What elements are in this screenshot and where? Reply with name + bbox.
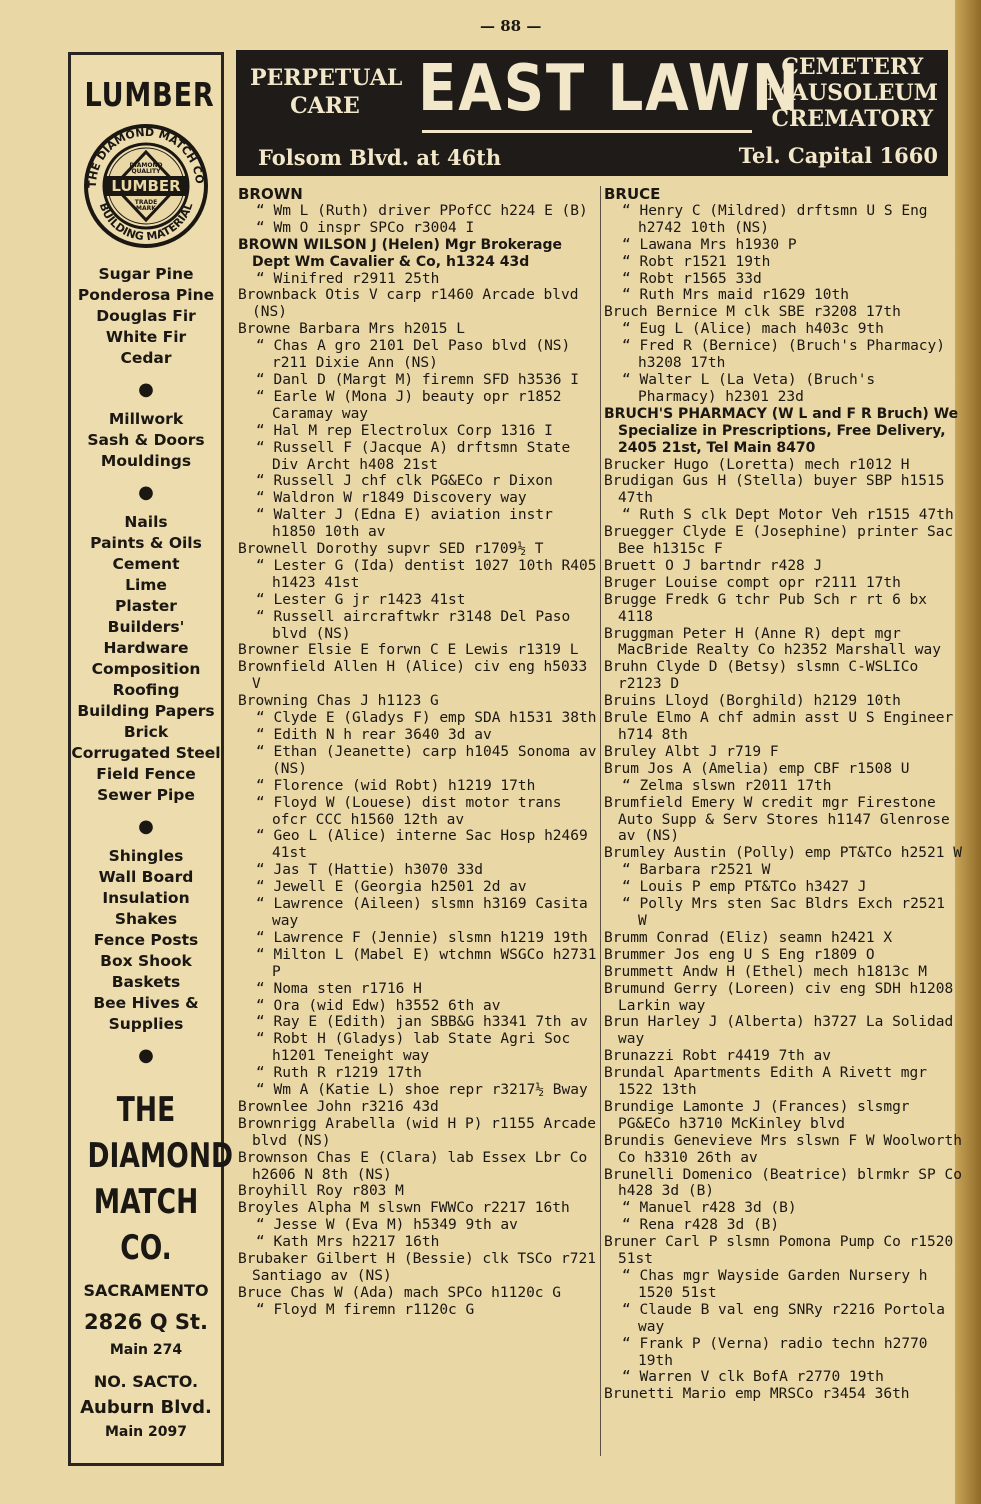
directory-entry: “ Russell F (Jacque A) drftsmn State Div Archt h408 21st (256, 439, 571, 473)
directory-entry: Broyhill Roy r803 M (238, 1183, 404, 1200)
directory-entry: “ Warren V clk BofA r2770 19th (622, 1369, 884, 1386)
directory-entry: “ Wm L (Ruth) driver PPofCC h224 E (B) (256, 202, 588, 219)
directory-entry: Brunetti Mario emp MRSCo r3454 36th (604, 1386, 910, 1403)
directory-entry: “ Waldron W r1849 Discovery way (256, 490, 527, 507)
directory-entry: “ Floyd W (Louese) dist motor trans ofcr CCC h1560 12th av (256, 794, 562, 828)
product-item: Supplies (108, 1015, 184, 1033)
product-item: Cement (112, 555, 180, 573)
bullet-divider: ● (138, 816, 154, 837)
product-item: Composition (91, 660, 201, 678)
product-item: Nails (124, 513, 168, 531)
banner-right-line: CREMATORY (771, 106, 934, 132)
banner-right-line: CEMETERY (781, 54, 924, 80)
directory-column-right (604, 186, 962, 1403)
directory-entry: Browne Barbara Mrs h2015 L (238, 321, 465, 338)
directory-entry: “ Henry C (Mildred) drftsmn U S Eng h2742 10th (NS) (622, 202, 928, 236)
product-list (71, 264, 221, 1067)
directory-entry: Brumley Austin (Polly) emp PT&TCo h2521 W (604, 845, 962, 862)
product-item: Baskets (111, 973, 181, 991)
product-item: Builders' (107, 618, 185, 636)
product-item: Sewer Pipe (97, 786, 195, 804)
directory-entry: “ Frank P (Verna) radio techn h2770 19th (622, 1335, 928, 1369)
product-item: Roofing (112, 681, 180, 699)
product-item: Bee Hives & (93, 994, 199, 1012)
directory-entry: “ Floyd M firemn r1120c G (256, 1301, 475, 1318)
directory-entry: Brownson Chas E (Clara) lab Essex Lbr Co h2606 N 8th (NS) (238, 1149, 588, 1183)
directory-entry: “ Eug L (Alice) mach h403c 9th (622, 321, 884, 338)
directory-entry: “ Robt r1521 19th (622, 253, 771, 270)
directory-entry: Brumund Gerry (Loreen) civ eng SDH h1208 Larkin way (604, 980, 954, 1014)
directory-entry: “ Geo L (Alice) interne Sac Hosp h2469 41st (256, 828, 588, 862)
product-group-building (71, 512, 221, 806)
directory-entry: “ Walter L (La Veta) (Bruch's Pharmacy) h2301 23d (622, 371, 876, 405)
company-phone: Main 274 (109, 1342, 183, 1358)
directory-entry: Bruegger Clyde E (Josephine) printer Sac Bee h1315c F (604, 524, 954, 558)
directory-entry: Brumfield Emery W credit mgr Firestone Auto Supp & Serv Stores h1147 Glenrose av (NS) (604, 794, 950, 845)
product-item: Wall Board (98, 868, 194, 886)
product-item: Plaster (115, 597, 177, 615)
directory-entry: “ Barbara r2521 W (622, 862, 771, 879)
directory-entry: “ Ruth R r1219 17th (256, 1065, 422, 1082)
business-listing: BROWN WILSON J (Helen) Mgr Brokerage Dept Wm Cavalier & Co, h1324 43d (238, 236, 562, 270)
svg-text:QUALITY: QUALITY (131, 168, 161, 175)
directory-entry: Brummer Jos eng U S Eng r1809 O (604, 946, 875, 963)
directory-entry: “ Jas T (Hattie) h3070 33d (256, 862, 483, 879)
product-item: Sugar Pine (98, 265, 194, 283)
column-divider (600, 186, 601, 1456)
product-item: Shingles (108, 847, 184, 865)
product-item: Building Papers (77, 702, 215, 720)
directory-entry: “ Lawana Mrs h1930 P (622, 236, 797, 253)
directory-entry: Brun Harley J (Alberta) h3727 La Solidad way (604, 1014, 954, 1048)
company-name (87, 1087, 234, 1271)
directory-entry: “ Claude B val eng SNRy r2216 Portola way (622, 1301, 946, 1335)
banner-address: Folsom Blvd. at 46th (258, 145, 502, 170)
directory-entry: “ Ethan (Jeanette) carp h1045 Sonoma av (NS) (256, 743, 597, 777)
directory-entry: Brugge Fredk G tchr Pub Sch r rt 6 bx 4118 (604, 591, 928, 625)
directory-entry: Browner Elsie E forwn C E Lewis r1319 L (238, 642, 579, 659)
directory-entry: Bruch Bernice M clk SBE r3208 17th (604, 304, 901, 321)
banner-title: EAST LAWN (418, 52, 801, 126)
surname-heading: BROWN (238, 185, 303, 203)
bullet-divider: ● (138, 379, 154, 400)
product-item: Corrugated Steel (71, 744, 221, 762)
directory-entry: Brubaker Gilbert H (Bessie) clk TSCo r721 Santiago av (NS) (238, 1251, 596, 1284)
company-city: SACRAMENTO (83, 1281, 209, 1300)
product-group-lumber (71, 264, 221, 369)
directory-entry: “ Russell aircraftwkr r3148 Del Paso blvd (NS) (256, 608, 571, 642)
directory-entry: Bruger Louise compt opr r2111 17th (604, 574, 901, 591)
directory-entry: Brunazzi Robt r4419 7th av (604, 1048, 831, 1065)
company-name-line: THE (116, 1090, 176, 1130)
svg-text:DIAMOND: DIAMOND (129, 162, 163, 169)
directory-entry: “ Clyde E (Gladys F) emp SDA h1531 38th (256, 710, 597, 727)
directory-entry: “ Lawrence (Aileen) slsmn h3169 Casita way (256, 896, 588, 929)
product-item: Box Shook (100, 952, 192, 970)
directory-entry: “ Fred R (Bernice) (Bruch's Pharmacy) h3208 17th (622, 338, 946, 372)
directory-entry: “ Rena r428 3d (B) (622, 1217, 780, 1234)
product-item: Cedar (120, 349, 172, 367)
company-address: 2826 Q St. (83, 1310, 209, 1334)
business-listing: BRUCH'S PHARMACY (W L and F R Bruch) We Specialize in Prescriptions, Free Delivery, 2405 21st, Tel Main 8470 (604, 405, 959, 456)
directory-entry: “ Edith N h rear 3640 3d av (256, 727, 492, 743)
directory-column-left (238, 186, 598, 1319)
directory-entry: Bruner Carl P slsmn Pomona Pump Co r1520 51st (604, 1234, 954, 1268)
directory-entry: “ Jesse W (Eva M) h5349 9th av (256, 1217, 518, 1234)
directory-entry: Brundal Apartments Edith A Rivett mgr 1522 13th (604, 1065, 928, 1099)
svg-text:LUMBER: LUMBER (111, 177, 181, 195)
directory-entry: “ Ruth Mrs maid r1629 10th (622, 287, 849, 304)
svg-text:MARK: MARK (136, 205, 156, 212)
directory-entry: “ Lawrence F (Jennie) slsmn h1219 19th (256, 929, 588, 946)
directory-entry: “ Wm A (Katie L) shoe repr r3217½ Bway (256, 1082, 588, 1099)
directory-entry: “ Earle W (Mona J) beauty opr r1852 Caramay way (256, 388, 562, 422)
directory-entry: “ Chas A gro 2101 Del Paso blvd (NS) r211 Dixie Ann (NS) (256, 338, 571, 372)
company-name-line: CO. (120, 1228, 172, 1268)
product-item: Brick (123, 723, 169, 741)
directory-entry: Bruce Chas W (Ada) mach SPCo h1120c G (238, 1284, 562, 1301)
directory-entry: “ Milton L (Mabel E) wtchmn WSGCo h2731 P (256, 946, 597, 980)
svg-text:TRADE: TRADE (134, 199, 158, 206)
directory-entry: “ Louis P emp PT&TCo h3427 J (622, 879, 867, 896)
product-item: Douglas Fir (96, 307, 196, 325)
directory-entry: Brownback Otis V carp r1460 Arcade blvd (NS) (238, 287, 579, 321)
directory-entry: “ Kath Mrs h2217 16th (256, 1234, 440, 1251)
directory-entry: “ Danl D (Margt M) firemn SFD h3536 I (256, 371, 580, 388)
directory-entry: “ Florence (wid Robt) h1219 17th (256, 777, 536, 794)
ad-heading: LUMBER (84, 75, 215, 114)
product-item: Millwork (108, 410, 184, 428)
directory-entry: “ Lester G (Ida) dentist 1027 10th R405 h1423 41st (256, 557, 597, 591)
directory-entry: Bruggman Peter H (Anne R) dept mgr MacBride Realty Co h2352 Marshall way (604, 625, 942, 659)
product-item: Hardware (103, 639, 189, 657)
product-item: Sash & Doors (87, 431, 205, 449)
directory-entry: Brownlee John r3216 43d (238, 1098, 439, 1115)
directory-entry: “ Robt r1565 33d (622, 270, 762, 287)
branch-phone: Main 2097 (105, 1424, 187, 1440)
company-name-line: DIAMOND (87, 1136, 234, 1176)
banner-services (767, 54, 938, 132)
directory-entry: Broyles Alpha M slswn FWWCo r2217 16th (238, 1200, 570, 1217)
banner-left-line: PERPETUAL (250, 65, 403, 91)
product-item: Ponderosa Pine (77, 286, 215, 304)
directory-entry: Brownrigg Arabella (wid H P) r1155 Arcade blvd (NS) (238, 1115, 596, 1149)
product-item: Lime (125, 576, 167, 594)
directory-entry: “ Jewell E (Georgia h2501 2d av (256, 879, 527, 896)
product-item: Fence Posts (93, 931, 199, 949)
directory-entry: Brummett Andw H (Ethel) mech h1813c M (604, 963, 928, 980)
directory-entry: “ Russell J chf clk PG&ECo r Dixon (256, 473, 553, 490)
diamond-match-seal-logo (82, 122, 210, 250)
product-group-millwork (71, 409, 221, 472)
page-number: — 88 — (480, 17, 542, 35)
directory-entry: “ Hal M rep Electrolux Corp 1316 I (256, 422, 553, 439)
directory-entry: “ Winifred r2911 25th (256, 270, 440, 287)
directory-entry: Bruley Albt J r719 F (604, 743, 779, 760)
directory-entry: “ Wm O inspr SPCo r3004 I (256, 219, 475, 236)
directory-entry: Browning Chas J h1123 G (238, 693, 439, 710)
product-item: Field Fence (96, 765, 196, 783)
directory-entry: “ Ruth S clk Dept Motor Veh r1515 47th (622, 507, 954, 524)
directory-entry: “ Polly Mrs sten Sac Bldrs Exch r2521 W (622, 896, 946, 929)
product-item: Paints & Oils (90, 534, 202, 552)
banner-perpetual-care (250, 64, 403, 120)
svg-text:THE DIAMOND MATCH CO.: THE DIAMOND MATCH CO (85, 125, 207, 189)
branch-address: Auburn Blvd. (80, 1397, 212, 1418)
directory-entry: “ Robt H (Gladys) lab State Agri Soc h1201 Teneight way (256, 1031, 571, 1065)
surname-heading: BRUCE (604, 185, 661, 203)
product-item: White Fir (105, 328, 187, 346)
directory-entry: “ Lester G jr r1423 41st (256, 591, 466, 608)
product-group-shingles (71, 846, 221, 1035)
directory-entry: Brule Elmo A chf admin asst U S Engineer h714 8th (604, 710, 954, 743)
directory-entry: Brunelli Domenico (Beatrice) blrmkr SP Co h428 3d (B) (604, 1166, 962, 1200)
directory-entry: Bruhn Clyde D (Betsy) slsmn C-WSLICo r2123 D (604, 659, 919, 693)
lumber-advertisement (68, 52, 234, 1466)
directory-entry: “ Ray E (Edith) jan SBB&G h3341 7th av (256, 1014, 588, 1031)
banner-right-line: MAUSOLEUM (766, 80, 938, 106)
directory-entry: Brownell Dorothy supvr SED r1709½ T (238, 541, 544, 558)
directory-entry: Brudigan Gus H (Stella) buyer SBP h1515 47th (604, 473, 945, 507)
directory-entry: Brum Jos A (Amelia) emp CBF r1508 U (604, 760, 910, 777)
product-item: Shakes (114, 910, 178, 928)
product-item: Insulation (102, 889, 190, 907)
banner-rule (422, 130, 752, 133)
bullet-divider: ● (138, 482, 154, 503)
directory-entry: “ Ora (wid Edw) h3552 6th av (256, 997, 501, 1014)
directory-entry: “ Chas mgr Wayside Garden Nursery h 1520 51st (622, 1268, 928, 1301)
directory-entry: Brucker Hugo (Loretta) mech r1012 H (604, 456, 910, 473)
east-lawn-banner-ad (236, 50, 948, 176)
bullet-divider: ● (138, 1045, 154, 1066)
directory-entry: “ Zelma slswn r2011 17th (622, 777, 832, 794)
directory-entry: Bruins Lloyd (Borghild) h2129 10th (604, 693, 901, 710)
directory-entry: “ Walter J (Edna E) aviation instr h1850 10th av (256, 507, 553, 541)
company-name-line: MATCH (93, 1182, 199, 1222)
directory-entry: “ Manuel r428 3d (B) (622, 1200, 797, 1217)
banner-phone: Tel. Capital 1660 (738, 143, 938, 168)
directory-entry: Bruett O J bartndr r428 J (604, 557, 823, 574)
directory-entry: “ Noma sten r1716 H (256, 980, 422, 997)
directory-entry: Brundige Lamonte J (Frances) slsmgr PG&ECo h3710 McKinley blvd (604, 1098, 910, 1132)
svg-text:BUILDING MATERIAL: BUILDING MATERIAL (96, 201, 196, 244)
product-item: Mouldings (100, 452, 192, 470)
branch-name: NO. SACTO. (93, 1372, 199, 1391)
directory-entry: Brundis Genevieve Mrs slswn F W Woolworth Co h3310 26th av (604, 1132, 962, 1166)
directory-entry: Brownfield Allen H (Alice) civ eng h5033 V (238, 659, 588, 693)
banner-left-line: CARE (290, 93, 360, 119)
directory-entry: Brumm Conrad (Eliz) seamn h2421 X (604, 929, 893, 946)
